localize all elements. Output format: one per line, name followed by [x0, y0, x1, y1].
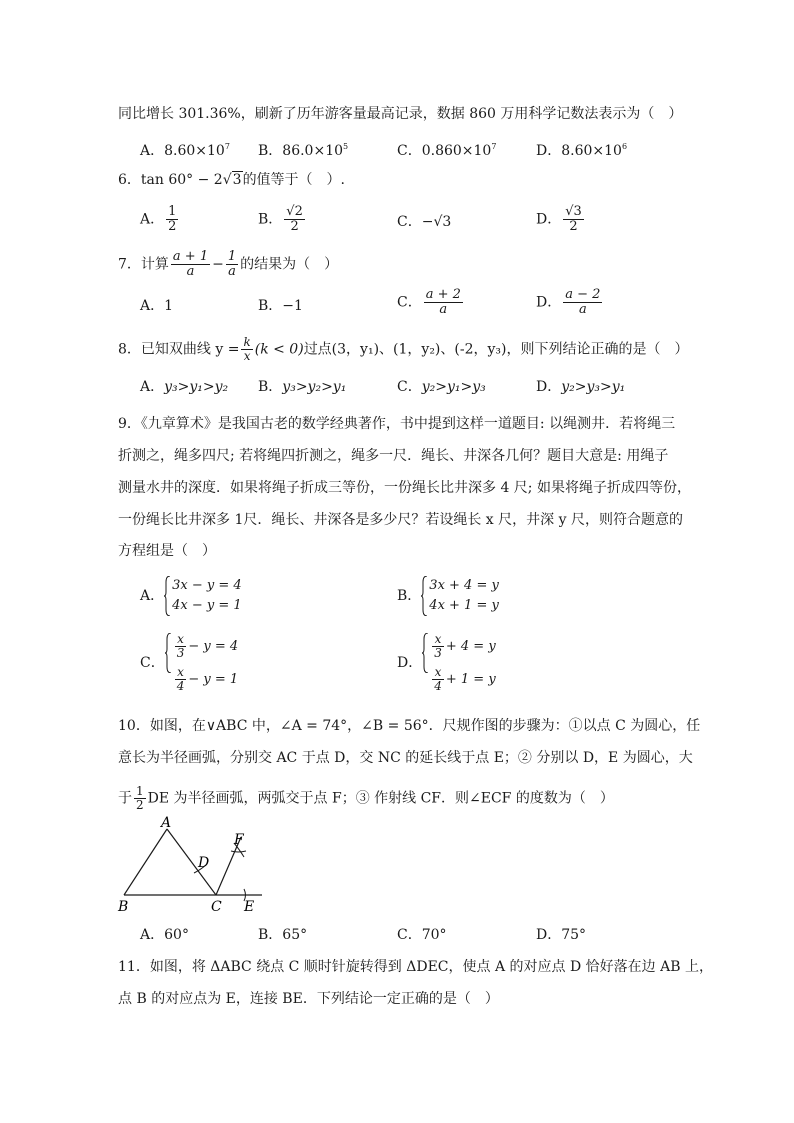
- q10-figure: [110, 815, 280, 915]
- q7-option-c[interactable]: C． $\frac{a + 2}{a}$: [397, 287, 461, 317]
- q7-stem: 7．计算 $\frac{a + 1}{a}$ − $\frac{1}{a}$ 的结果为（ ）: [118, 249, 339, 279]
- q9-line-5: 方程组是（ ）: [118, 543, 216, 559]
- q7-option-d[interactable]: D． $\frac{a - 2}{a}$: [536, 287, 601, 317]
- q10-line-3: 于 $\frac{1}{2}$ DE 为半径画弧，两弧交于点 F；③ 作射线 CF．则∠ECF 的度数为（ ）: [118, 784, 614, 812]
- arc-f-1: [231, 851, 246, 852]
- q10-option-a[interactable]: A．60°: [140, 927, 189, 943]
- q5-option-a[interactable]: A．$8.60\times 10^7$: [140, 142, 230, 159]
- q9-line-4: 一份绳长比井深多 1尺．绳长、井深各是多少尺？若设绳长 x 尺，井深 y 尺，则符合题意的: [118, 512, 683, 528]
- q8-option-d[interactable]: D．y₂>y₃>y₁: [536, 379, 626, 395]
- q5-stem: 同比增长 301.36%，刷新了历年游客量最高记录，数据 860 万用科学记数法表示为（ ）: [118, 106, 683, 122]
- label-e: E: [244, 899, 255, 915]
- q6-stem: 6．tan 60° − 2√3的值等于（ ）.: [118, 172, 346, 188]
- q5-option-b[interactable]: B．$86.0\times 10^5$: [258, 142, 349, 159]
- q6-option-d[interactable]: D． $\frac{√3}{2}$: [536, 204, 582, 234]
- label-d: D: [198, 855, 210, 871]
- q9-option-b[interactable]: B． 3x + 4 = y 4x + 1 = y: [397, 576, 499, 616]
- q9-line-3: 测量水井的深度．如果将绳子折成三等份，一份绳长比井深多 4 尺; 如果将绳子折成四等份，: [118, 480, 691, 496]
- q6-option-a[interactable]: A． $\frac{1}{2}$: [140, 204, 177, 234]
- q5-option-c[interactable]: C．$0.860\times 10^7$: [397, 142, 497, 159]
- q5-option-d[interactable]: D．$8.60\times 10^6$: [536, 142, 628, 159]
- segment-ba: [124, 829, 167, 895]
- q9-option-d[interactable]: D． $\frac{x}{3}$ + 4 = y $\frac{x}{4}$ + 1 = y: [397, 632, 496, 693]
- q11-line-1: 11．如图，将 ΔABC 绕点 C 顺时针旋转得到 ΔDEC，使点 A 的对应点 D 恰好落在边 AB 上，: [118, 959, 713, 975]
- q8-option-a[interactable]: A．y₃>y₁>y₂: [140, 379, 229, 395]
- q10-option-d[interactable]: D．75°: [536, 927, 587, 943]
- q10-option-c[interactable]: C．70°: [397, 927, 447, 943]
- q10-option-b[interactable]: B．65°: [258, 927, 308, 943]
- q11-line-2: 点 B 的对应点为 E，连接 BE．下列结论一定正确的是（ ）: [118, 991, 499, 1007]
- q8-option-b[interactable]: B．y₃>y₂>y₁: [258, 379, 347, 395]
- q9-line-2: 折测之，绳多四尺; 若将绳四折测之，绳多一尺．绳长、井深各几何？题目大意是: 用绳子: [118, 448, 669, 464]
- q9-option-c[interactable]: C． $\frac{x}{3}$ − y = 4 $\frac{x}{4}$ − y = 1: [140, 632, 239, 693]
- label-a: A: [161, 815, 172, 831]
- q8-stem: 8．已知双曲线 y = $\frac{k}{x}$ (k < 0)过点(3，y₁)、(1，y₂)、(-2，y₃)，则下列结论正确的是（ ）: [118, 335, 689, 363]
- label-c: C: [211, 899, 222, 915]
- q6-option-c[interactable]: C．−√3: [397, 214, 452, 230]
- q7-option-a[interactable]: A．1: [140, 298, 174, 314]
- q10-line-1: 10．如图，在∨ABC 中，∠A = 74°，∠B = 56°．尺规作图的步骤为：①以点 C 为圆心，任: [118, 718, 701, 734]
- q8-option-c[interactable]: C．y₂>y₁>y₃: [397, 379, 486, 395]
- label-b: B: [118, 899, 129, 915]
- q10-line-2: 意长为半径画弧，分别交 AC 于点 D，交 NC 的延长线于点 E；② 分别以 D，E 为圆心，大: [118, 750, 693, 766]
- q9-line-1: 9．《九章算术》是我国古老的数学经典著作，书中提到这样一道题目: 以绳测井．若将绳三: [118, 416, 676, 432]
- q9-option-a[interactable]: A． 3x − y = 4 4x − y = 1: [140, 576, 242, 616]
- q7-option-b[interactable]: B．−1: [258, 298, 303, 314]
- q6-option-b[interactable]: B． $\frac{√2}{2}$: [258, 204, 303, 234]
- label-f: F: [234, 832, 244, 848]
